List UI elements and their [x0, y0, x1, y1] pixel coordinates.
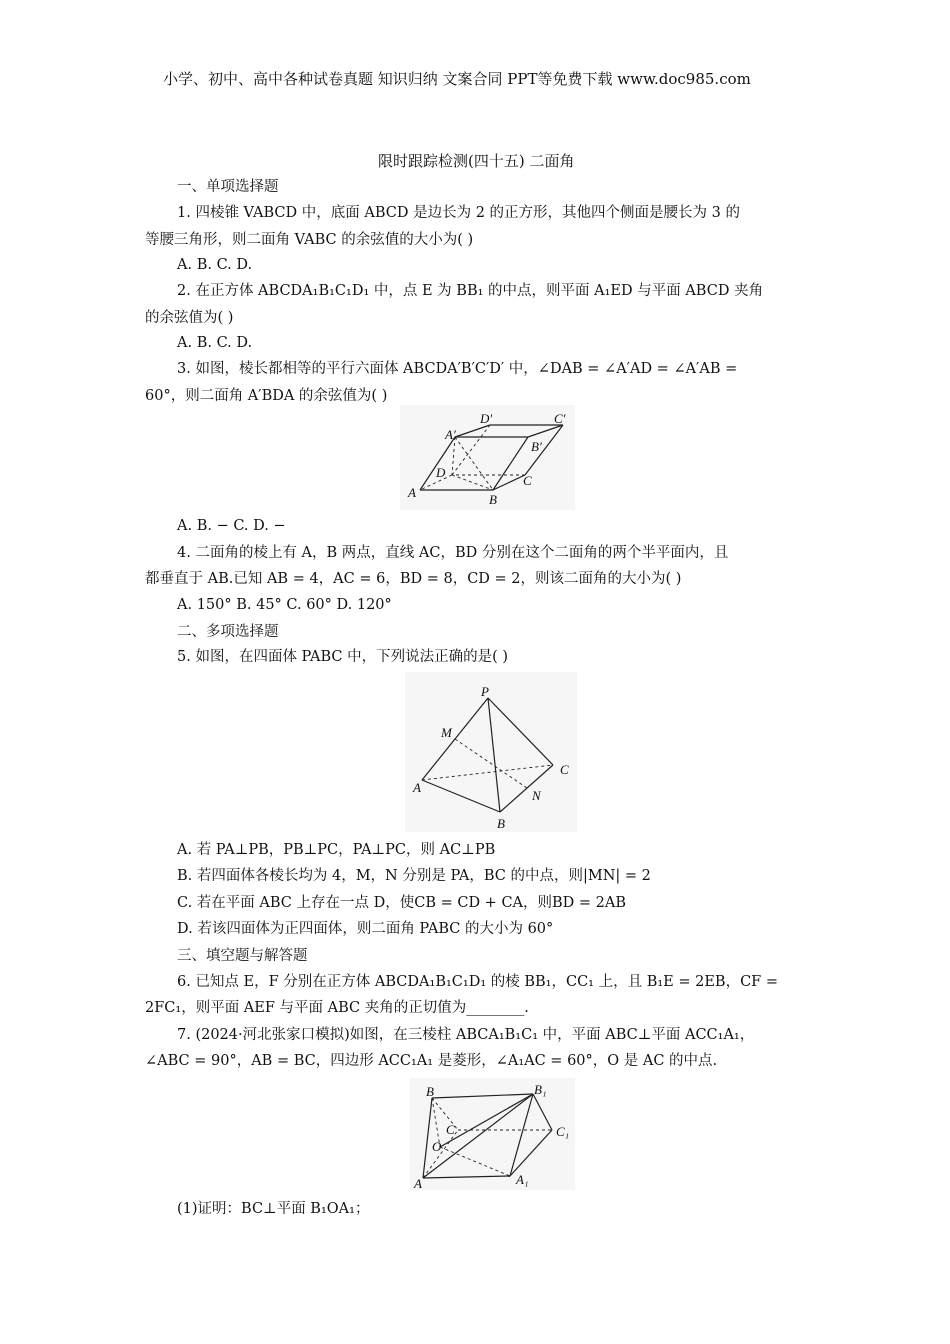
label-A-prime: A′	[445, 427, 456, 442]
question-4-options: A. 150° B. 45° C. 60° D. 120°	[177, 597, 392, 613]
page-header: 小学、初中、高中各种试卷真题 知识归纳 文案合同 PPT等免费下载 www.doc985.com	[163, 70, 751, 88]
label-C: C	[523, 473, 532, 488]
question-3: 3. 如图，棱长都相等的平行六面体 ABCDA′B′C′D′ 中，∠DAB = ∠A′AD = ∠A′AB =	[177, 361, 738, 377]
parallelepiped-figure	[400, 405, 575, 510]
option-B: B. 若四面体各棱长均为 4，M，N 分别是 PA，BC 的中点，则|MN| = 2	[177, 868, 651, 884]
question-6-cont: 2FC₁，则平面 AEF 与平面 ABC 夹角的正切值为________.	[145, 1000, 529, 1016]
question-2-cont: 的余弦值为( )	[145, 310, 234, 326]
question-2-options: A. B. C. D.	[177, 335, 253, 351]
question-7-cont: ∠ABC = 90°，AB = BC，四边形 ACC₁A₁ 是菱形，∠A₁AC = 60°，O 是 AC 的中点.	[145, 1053, 718, 1069]
label-B-prime: B′	[531, 439, 542, 454]
section-heading: 三、填空题与解答题	[177, 948, 308, 964]
page-title: 限时跟踪检测(四十五) 二面角	[378, 152, 575, 170]
label-B: B	[489, 492, 497, 507]
label-B: B	[426, 1084, 434, 1099]
option-A: A. 若 PA⊥PB，PB⊥PC，PA⊥PC，则 AC⊥PB	[177, 842, 496, 858]
label-B: B	[497, 816, 505, 831]
question-3-options: A. B. − C. D. −	[177, 518, 286, 534]
question-2: 2. 在正方体 ABCDA₁B₁C₁D₁ 中，点 E 为 BB₁ 的中点，则平面 A₁ED 与平面 ABCD 夹角	[177, 283, 764, 299]
label-A1: A₁	[516, 1172, 529, 1187]
label-M: M	[441, 725, 452, 740]
tetrahedron-figure	[405, 672, 577, 832]
option-C: C. 若在平面 ABC 上存在一点 D，使CB = CD + CA，则BD = 2AB	[177, 895, 627, 911]
section-heading: 二、多项选择题	[177, 624, 279, 640]
label-C: C	[446, 1122, 455, 1137]
question-1-cont: 等腰三角形，则二面角 VABC 的余弦值的大小为( )	[145, 232, 474, 248]
question-3-cont: 60°，则二面角 A′BDA 的余弦值为( )	[145, 388, 388, 404]
question-7: 7. (2024·河北张家口模拟)如图，在三棱柱 ABCA₁B₁C₁ 中，平面 ABC⊥平面 ACC₁A₁，	[177, 1027, 755, 1043]
question-1: 1. 四棱锥 VABCD 中，底面 ABCD 是边长为 2 的正方形，其他四个侧面是腰长为 3 的	[177, 205, 740, 221]
section-heading: 一、单项选择题	[177, 179, 279, 195]
question-7-part-1: (1)证明：BC⊥平面 B₁OA₁；	[177, 1201, 370, 1217]
label-A: A	[408, 485, 416, 500]
question-6: 6. 已知点 E，F 分别在正方体 ABCDA₁B₁C₁D₁ 的棱 BB₁，CC₁ 上，且 B₁E = 2EB，CF =	[177, 974, 778, 990]
label-C1: C₁	[556, 1124, 570, 1139]
question-5: 5. 如图，在四面体 PABC 中，下列说法正确的是( )	[177, 649, 508, 665]
label-C: C	[560, 762, 569, 777]
label-O: O	[432, 1139, 442, 1154]
option-D: D. 若该四面体为正四面体，则二面角 PABC 的大小为 60°	[177, 921, 554, 937]
label-A: A	[414, 1176, 422, 1190]
label-P: P	[481, 684, 489, 699]
prism-figure	[410, 1078, 575, 1190]
question-1-options: A. B. C. D.	[177, 257, 253, 273]
label-C-prime: C′	[554, 411, 566, 426]
label-D: D	[436, 465, 446, 480]
label-D-prime: D′	[480, 411, 493, 426]
question-4-cont: 都垂直于 AB.已知 AB = 4，AC = 6，BD = 8，CD = 2，则该二面角的大小为( )	[145, 571, 682, 587]
label-A: A	[413, 780, 421, 795]
label-N: N	[532, 788, 541, 803]
label-B1: B₁	[534, 1082, 547, 1097]
question-4: 4. 二面角的棱上有 A，B 两点，直线 AC，BD 分别在这个二面角的两个半平面内，且	[177, 545, 729, 561]
